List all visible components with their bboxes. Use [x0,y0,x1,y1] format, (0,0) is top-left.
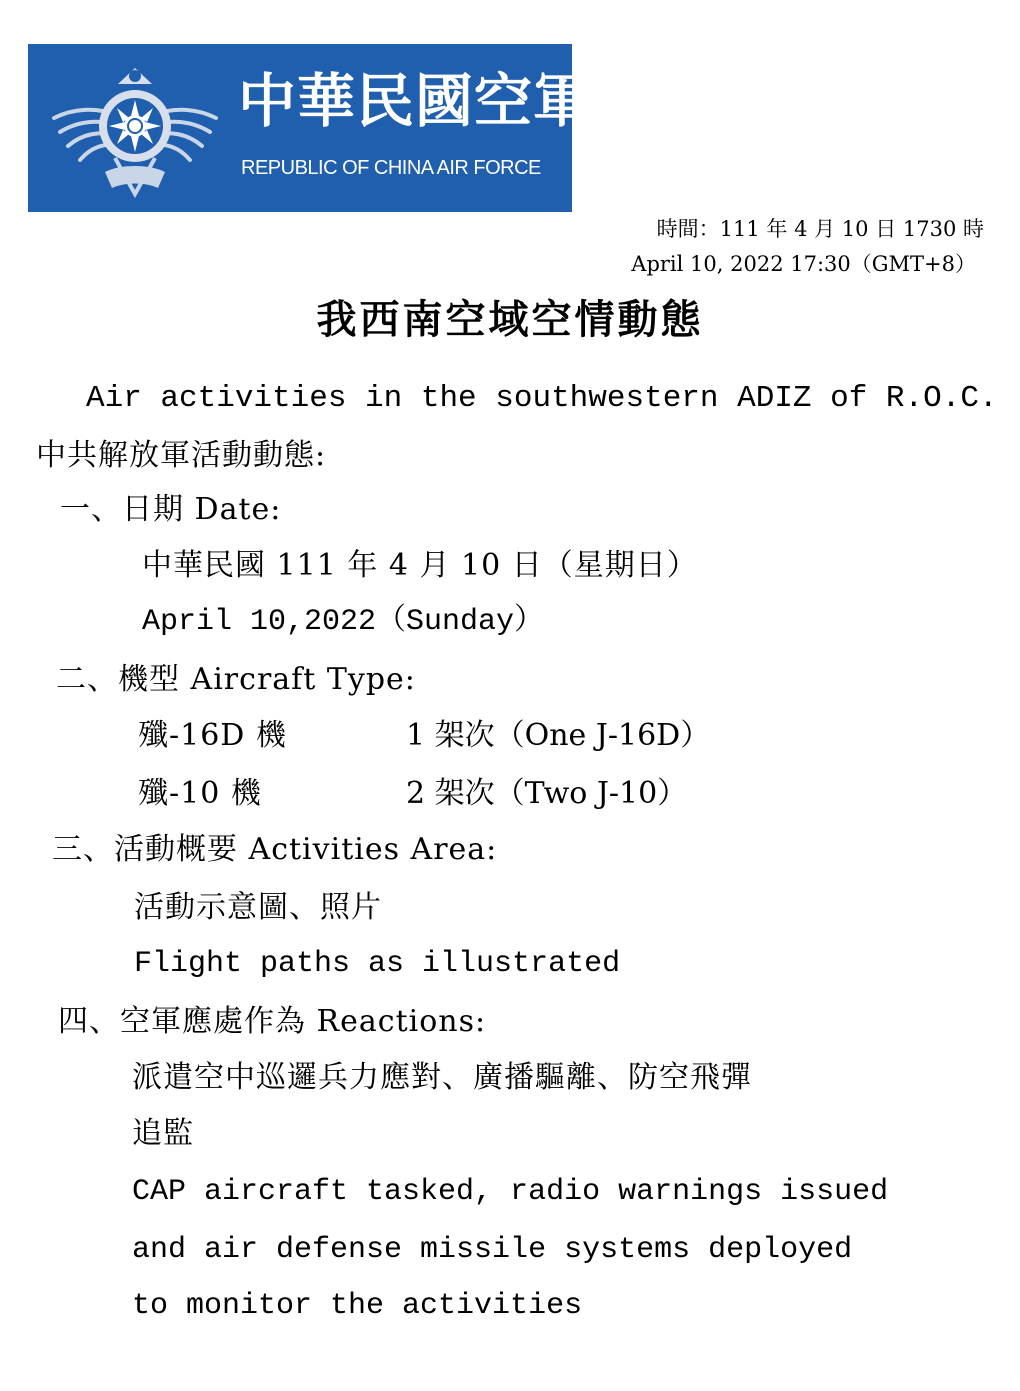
date-zh: 中華民國 111 年 4 月 10 日（星期日） [142,548,698,583]
date-heading: 一、日期 Date: [60,492,282,527]
reactions-zh-line2: 追監 [132,1116,194,1151]
page-title-zh: 我西南空域空情動態 [316,296,704,343]
banner-title-zh: 中華民國空軍 [238,67,593,135]
date-en: April 10,2022（Sunday） [142,605,545,639]
reactions-en-line2: and air defense missile systems deployed [132,1233,853,1267]
area-zh: 活動示意圖、照片 [134,890,382,925]
air-force-emblem-icon [50,54,220,204]
report-time-zh: 時間：111 年 4 月 10 日 1730 時 [656,217,984,241]
reactions-heading: 四、空軍應處作為 Reactions: [58,1004,487,1039]
banner-title-en: REPUBLIC OF CHINA AIR FORCE [241,157,541,179]
reactions-en-line1: CAP aircraft tasked, radio warnings issued [132,1175,889,1209]
area-en: Flight paths as illustrated [134,947,621,981]
aircraft-heading: 二、機型 Aircraft Type: [56,662,416,697]
aircraft-type-1: 殲-16D 機 [138,718,287,753]
reactions-en-line3: to monitor the activities [132,1289,583,1323]
reactions-zh-line1: 派遣空中巡邏兵力應對、廣播驅離、防空飛彈 [132,1060,752,1095]
aircraft-type-2: 殲-10 機 [138,776,262,811]
aircraft-count-1: 1 架次（One J-16D） [406,718,711,753]
air-force-banner [28,44,593,212]
aircraft-count-2: 2 架次（Two J-10） [406,776,688,811]
intro-heading: 中共解放軍活動動態: [36,438,327,473]
page-title-en: Air activities in the southwestern ADIZ of R.O.C. [86,381,998,416]
report-time-en: April 10, 2022 17:30（GMT+8） [631,252,976,276]
area-heading: 三、活動概要 Activities Area: [52,832,498,867]
